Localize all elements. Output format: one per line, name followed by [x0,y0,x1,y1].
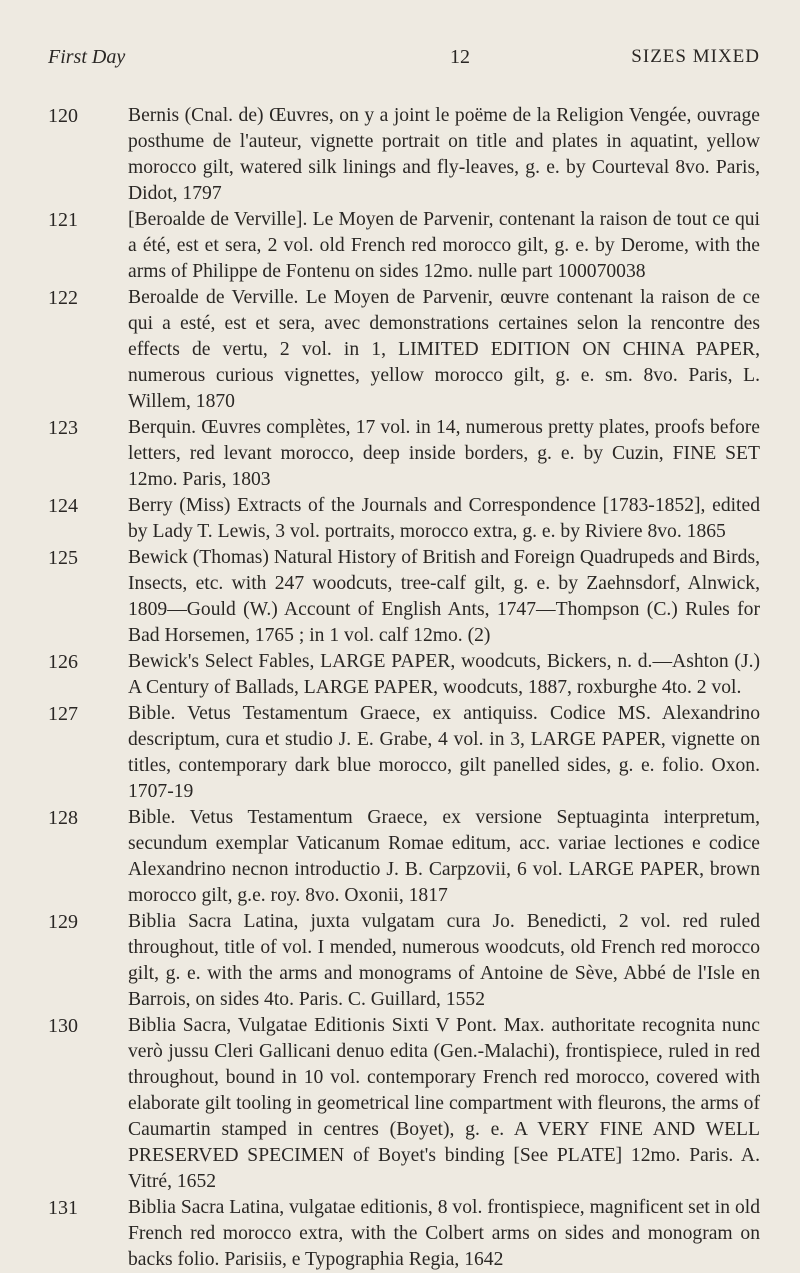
lot-entry [48,545,760,649]
lot-number: 122 [48,287,78,309]
lot-description: Berry (Miss) Extracts of the Journals and Correspondence [1783-1852], edited by Lady T. Lewis, 3 vol. portraits, morocco extra, g. e. by Riviere 8vo. 1865 [128,495,760,542]
lot-entry [48,285,760,415]
lot-entry [48,1195,760,1273]
lot-number: 120 [48,105,78,127]
page-header [48,46,760,76]
lot-description: Bible. Vetus Testamentum Graece, ex versione Septuaginta interpretum, secundum exemplar Vaticanum Romae editum, acc. variae lectiones e codice Alexandrino necnon introductio J. B. Carpzovii, 6 vol. LARGE PAPER, brown morocco gilt, g.e. roy. 8vo. Oxonii, 1817 [128,807,760,906]
lot-description: Biblia Sacra, Vulgatae Editionis Sixti V Pont. Max. authoritate recognita nunc verò jussu Cleri Gallicani denuo edita (Gen.-Malachi), frontispiece, ruled in red throughout, bound in 10 vol. contemporary French red morocco, covered with elaborate gilt tooling in geometrical line compartment with fleurons, the arms of Caumartin stamped in centres (Boyet), g. e. A VERY FINE AND WELL PRESERVED SPECIMEN of Boyet's binding [See PLATE] 12mo. Paris. A. Vitré, 1652 [128,1015,760,1192]
lot-description: Biblia Sacra Latina, vulgatae editionis, 8 vol. frontispiece, magnificent set in old French red morocco extra, with the Colbert arms on sides and monogram on backs folio. Parisiis, e Typographia Regia, 1642 [128,1197,760,1270]
lot-entry [48,415,760,493]
lot-entry [48,493,760,545]
lot-description: Bewick's Select Fables, LARGE PAPER, woodcuts, Bickers, n. d.—Ashton (J.) A Century of Ballads, LARGE PAPER, woodcuts, 1887, roxburghe 4to. 2 vol. [128,651,760,698]
lot-list [0,103,800,1273]
lot-number: 129 [48,911,78,933]
header-day: First Day [48,46,126,68]
lot-number: 123 [48,417,78,439]
lot-number: 131 [48,1197,78,1219]
lot-number: 128 [48,807,78,829]
lot-number: 130 [48,1015,78,1037]
lot-description: Beroalde de Verville. Le Moyen de Parvenir, œuvre contenant la raison de ce qui a esté, est et sera, avec demonstrations certaines selon la rencontre des effects de vertu, 2 vol. in 1, LIMITED EDITION ON CHINA PAPER, numerous curious vignettes, yellow morocco gilt, g. e. sm. 8vo. Paris, L. Willem, 1870 [128,287,760,412]
lot-number: 126 [48,651,78,673]
lot-description: Biblia Sacra Latina, juxta vulgatam cura Jo. Benedicti, 2 vol. red ruled throughout, title of vol. I mended, numerous woodcuts, old French red morocco gilt, g. e. with the arms and monograms of Antoine de Sève, Abbé de l'Isle en Barrois, on sides 4to. Paris. C. Guillard, 1552 [128,911,760,1010]
lot-number: 127 [48,703,78,725]
page-number: 12 [450,46,470,68]
lot-entry [48,103,760,207]
lot-number: 125 [48,547,78,569]
lot-number: 124 [48,495,78,517]
lot-description: Berquin. Œuvres complètes, 17 vol. in 14, numerous pretty plates, proofs before letters, red levant morocco, deep inside borders, g. e. by Cuzin, FINE SET 12mo. Paris, 1803 [128,417,760,490]
lot-description: [Beroalde de Verville]. Le Moyen de Parvenir, contenant la raison de tout ce qui a été, est et sera, 2 vol. old French red morocco gilt, g. e. by Derome, with the arms of Philippe de Fontenu on sides 12mo. nulle part 100070038 [128,209,760,282]
lot-description: Bernis (Cnal. de) Œuvres, on y a joint le poëme de la Religion Vengée, ouvrage posthume de l'auteur, vignette portrait on title and plates in aquatint, yellow morocco gilt, watered silk linings and fly-leaves, g. e. by Courteval 8vo. Paris, Didot, 1797 [128,105,760,204]
lot-entry [48,207,760,285]
lot-description: Bible. Vetus Testamentum Graece, ex antiquiss. Codice MS. Alexandrino descriptum, cura et studio J. E. Grabe, 4 vol. in 3, LARGE PAPER, vignette on titles, contemporary dark blue morocco, gilt panelled sides, g. e. folio. Oxon. 1707-19 [128,703,760,802]
lot-entry [48,1013,760,1195]
lot-entry [48,909,760,1013]
lot-number: 121 [48,209,78,231]
lot-entry [48,649,760,701]
lot-entry [48,805,760,909]
lot-entry [48,701,760,805]
header-section: SIZES MIXED [631,46,760,67]
lot-description: Bewick (Thomas) Natural History of British and Foreign Quadrupeds and Birds, Insects, etc. with 247 woodcuts, tree-calf gilt, g. e. by Zaehnsdorf, Alnwick, 1809—Gould (W.) Account of English Ants, 1747—Thompson (C.) Rules for Bad Horsemen, 1765 ; in 1 vol. calf 12mo. (2) [128,547,760,646]
